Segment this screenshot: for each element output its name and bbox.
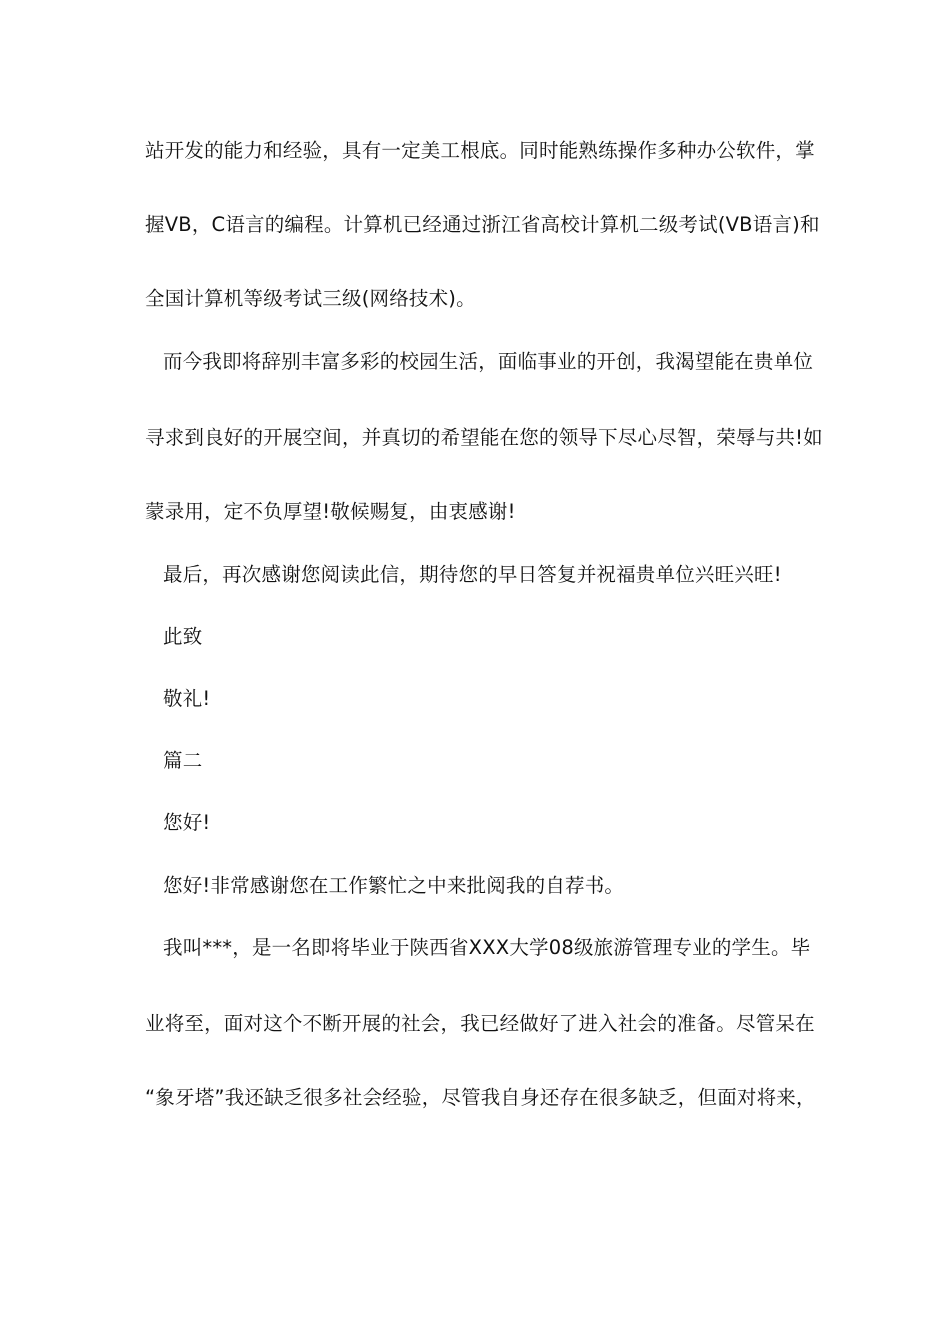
closing-regards: 敬礼! (163, 687, 211, 710)
greeting: 您好! (163, 811, 211, 834)
text-line-7: 最后，再次感谢您阅读此信，期待您的早日答复并祝福贵单位兴旺兴旺! (163, 563, 782, 586)
text-line-13: 我叫***，是一名即将毕业于陕西省XXX大学08级旅游管理专业的学生。毕 (163, 936, 811, 959)
text-line-5: 寻求到良好的开展空间，并真切的希望能在您的领导下尽心尽智，荣辱与共!如 (145, 426, 823, 449)
text-line-15: “象牙塔”我还缺乏很多社会经验，尽管我自身还存在很多缺乏，但面对将来， (145, 1086, 816, 1109)
text-line-12: 您好!非常感谢您在工作繁忙之中来批阅我的自荐书。 (163, 874, 625, 897)
section-heading: 篇二 (163, 749, 203, 772)
closing-salutation: 此致 (163, 625, 203, 648)
text-line-2: 握VB，C语言的编程。计算机已经通过浙江省高校计算机二级考试(VB语言)和 (145, 213, 820, 236)
text-line-4: 而今我即将辞别丰富多彩的校园生活，面临事业的开创，我渴望能在贵单位 (163, 350, 814, 373)
text-line-14: 业将至，面对这个不断开展的社会，我已经做好了进入社会的准备。尽管呆在 (145, 1012, 815, 1035)
text-line-6: 蒙录用，定不负厚望!敬候赐复，由衷感谢! (145, 500, 516, 523)
text-line-1: 站开发的能力和经验，具有一定美工根底。同时能熟练操作多种办公软件，掌 (145, 139, 815, 162)
text-line-3: 全国计算机等级考试三级(网络技术)。 (145, 287, 476, 310)
